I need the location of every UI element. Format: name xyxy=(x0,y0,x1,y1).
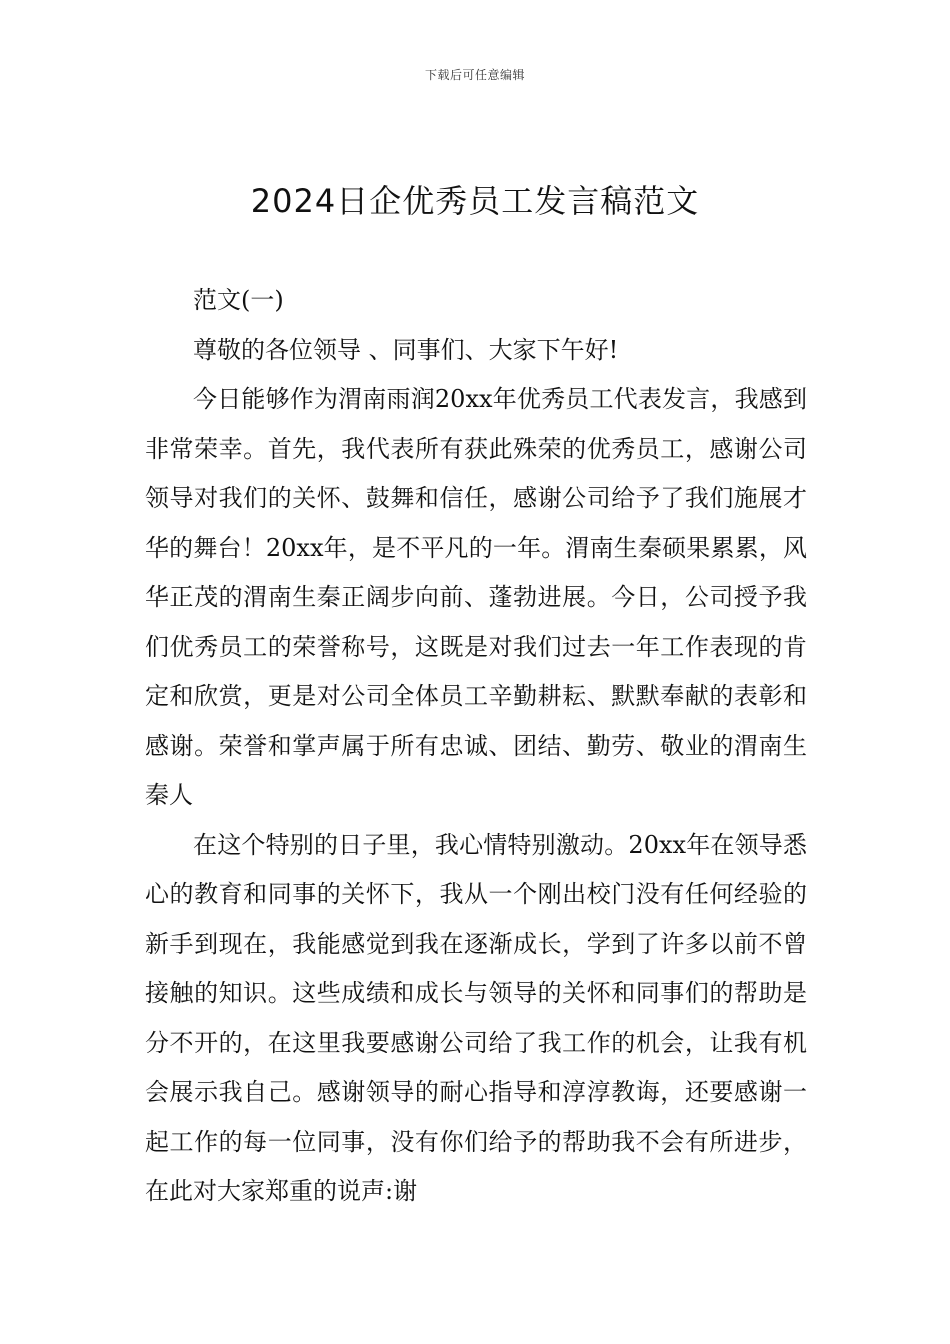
document-body xyxy=(145,276,807,1217)
body-paragraph: 在这个特别的日子里，我心情特别激动。20xx年在领导悉心的教育和同事的关怀下，我从一个刚出校门没有任何经验的新手到现在，我能感觉到我在逐渐成长，学到了许多以前不曾接触的知识。这些成绩和成长与领导的关怀和同事们的帮助是分不开的，在这里我要感谢公司给了我工作的机会，让我有机会展示我自己。感谢领导的耐心指导和淳淳教诲，还要感谢一起工作的每一位同事，没有你们给予的帮助我不会有所进步，在此对大家郑重的说声:谢 xyxy=(145,830,807,1205)
body-paragraph: 今日能够作为渭南雨润20xx年优秀员工代表发言，我感到非常荣幸。首先，我代表所有获此殊荣的优秀员工，感谢公司领导对我们的关怀、鼓舞和信任，感谢公司给予了我们施展才华的舞台！20xx年，是不平凡的一年。渭南生秦硕果累累，风华正茂的渭南生秦正阔步向前、蓬勃进展。今日，公司授予我们优秀员工的荣誉称号，这既是对我们过去一年工作表现的肯定和欣赏，更是对公司全体员工辛勤耕耘、默默奉献的表彰和感谢。荣誉和掌声属于所有忠诚、团结、勤劳、敬业的渭南生秦人 xyxy=(145,385,807,809)
salutation-paragraph: 尊敬的各位领导 、同事们、大家下午好! xyxy=(193,335,619,364)
header-note: 下载后可任意编辑 xyxy=(424,68,525,82)
section-label: 范文(一) xyxy=(193,286,284,314)
document-title: 2024日企优秀员工发言稿范文 xyxy=(250,182,700,220)
